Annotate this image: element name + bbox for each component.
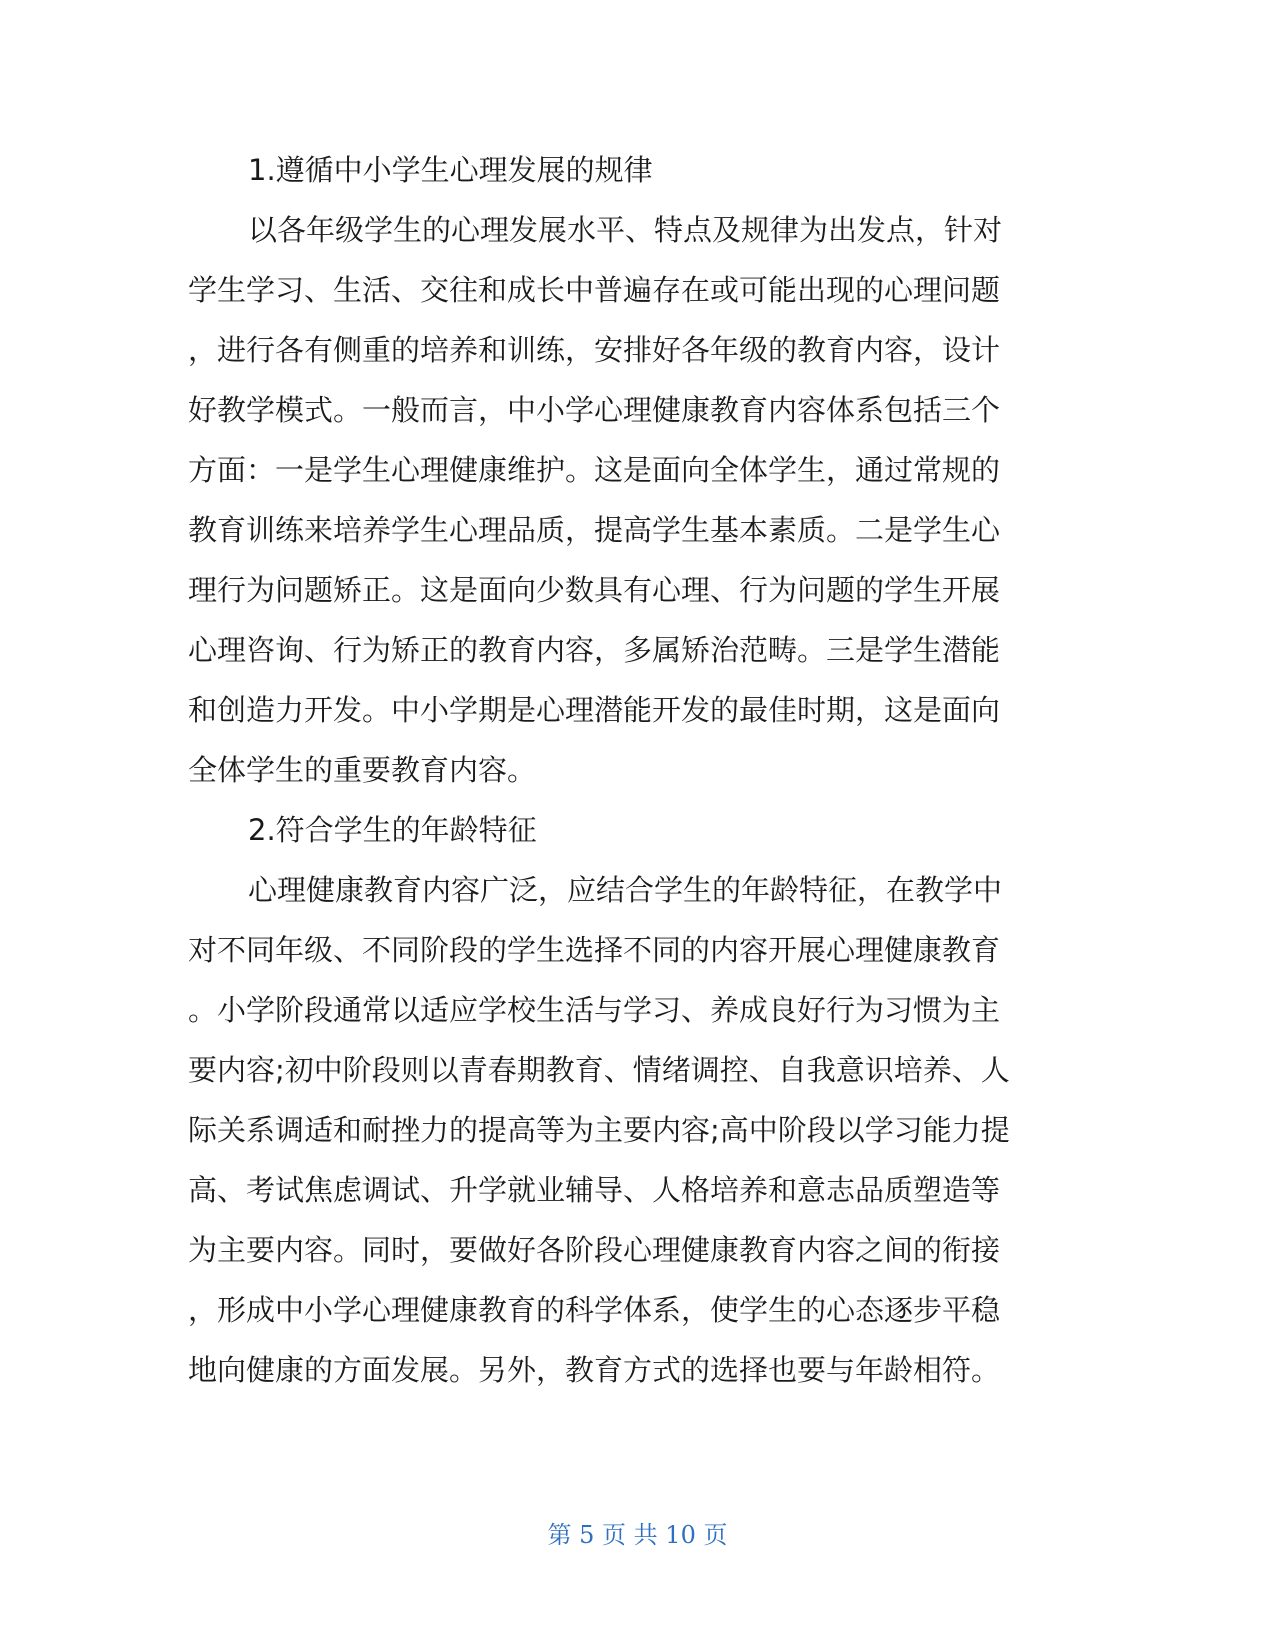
paragraph-line: 心理健康教育内容广泛，应结合学生的年龄特征，在教学中 [248, 873, 1003, 907]
paragraph-line: 和创造力开发。中小学期是心理潜能开发的最佳时期，这是面向 [188, 693, 1001, 727]
paragraph-line: 以各年级学生的心理发展水平、特点及规律为出发点，针对 [248, 213, 1003, 247]
paragraph-line: 对不同年级、不同阶段的学生选择不同的内容开展心理健康教育 [188, 933, 1001, 967]
heading-2: 2.符合学生的年龄特征 [248, 813, 537, 847]
paragraph-line: 。小学阶段通常以适应学校生活与学习、养成良好行为习惯为主 [188, 993, 1001, 1027]
paragraph-line: 方面：一是学生心理健康维护。这是面向全体学生，通过常规的 [188, 453, 1001, 487]
page-number-footer: 第 5 页 共 10 页 [547, 1521, 728, 1549]
paragraph-line: 心理咨询、行为矫正的教育内容，多属矫治范畴。三是学生潜能 [188, 633, 1001, 667]
body-text [188, 140, 1088, 1400]
paragraph-line: 为主要内容。同时，要做好各阶段心理健康教育内容之间的衔接 [188, 1233, 1001, 1267]
paragraph-line: 理行为问题矫正。这是面向少数具有心理、行为问题的学生开展 [188, 573, 1001, 607]
paragraph-line: ，进行各有侧重的培养和训练，安排好各年级的教育内容，设计 [188, 333, 1001, 367]
paragraph-line: ，形成中小学心理健康教育的科学体系，使学生的心态逐步平稳 [188, 1293, 1001, 1327]
paragraph-line: 高、考试焦虑调试、升学就业辅导、人格培养和意志品质塑造等 [188, 1173, 1001, 1207]
paragraph-line: 教育训练来培养学生心理品质，提高学生基本素质。二是学生心 [188, 513, 1001, 547]
paragraph-line: 学生学习、生活、交往和成长中普遍存在或可能出现的心理问题 [188, 273, 1001, 307]
paragraph-line: 际关系调适和耐挫力的提高等为主要内容;高中阶段以学习能力提 [188, 1113, 1010, 1147]
paragraph-line: 要内容;初中阶段则以青春期教育、情绪调控、自我意识培养、人 [188, 1053, 1010, 1087]
heading-1: 1.遵循中小学生心理发展的规律 [248, 153, 653, 187]
paragraph-line: 地向健康的方面发展。另外，教育方式的选择也要与年龄相符。 [188, 1353, 1001, 1387]
paragraph-line: 好教学模式。一般而言，中小学心理健康教育内容体系包括三个 [188, 393, 1001, 427]
paragraph-line: 全体学生的重要教育内容。 [188, 753, 537, 787]
